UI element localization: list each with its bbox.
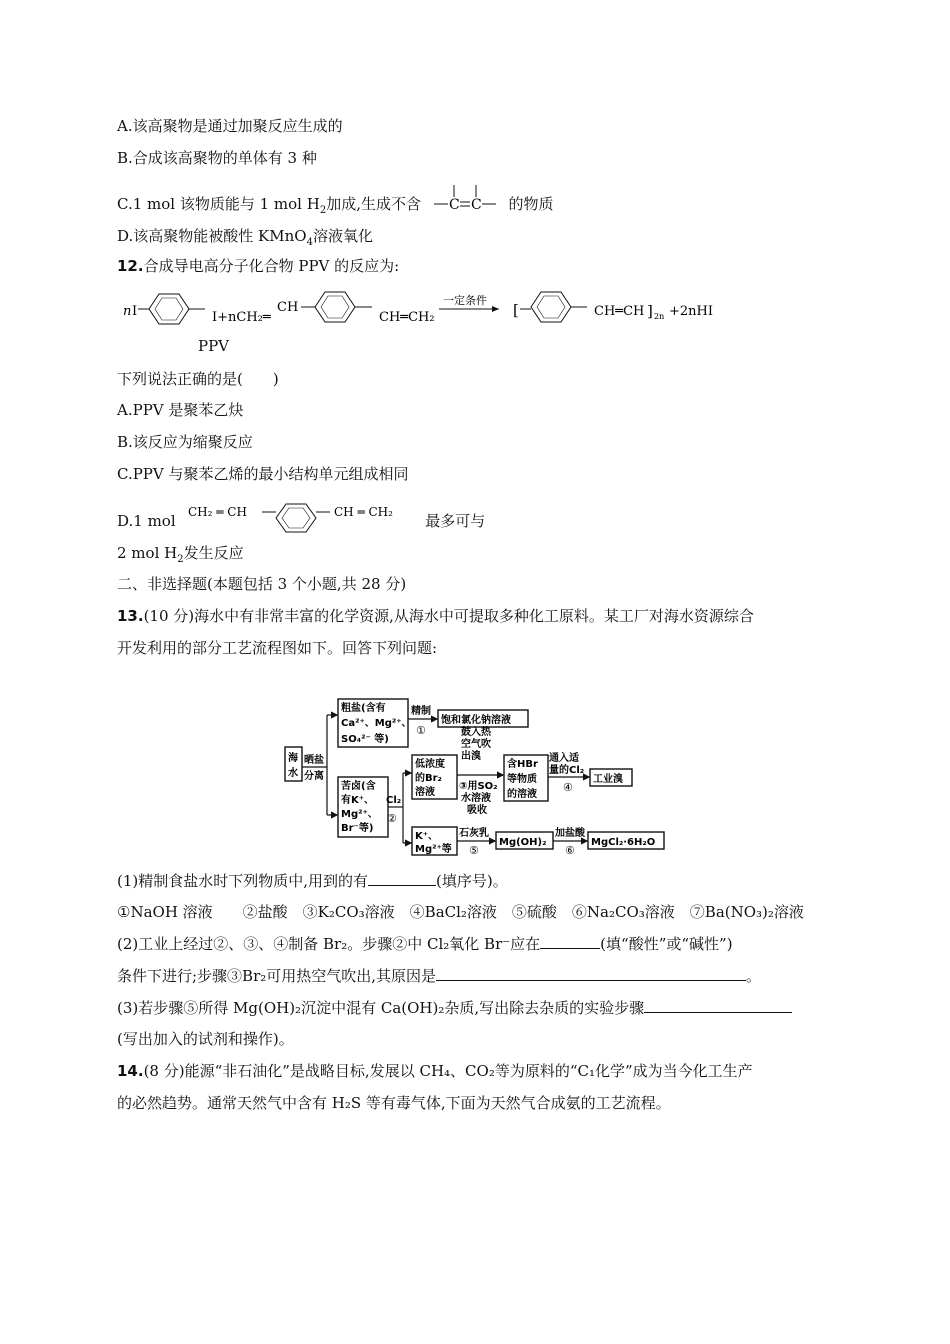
- carbon-double-bond-structure: [430, 183, 500, 223]
- svg-text:苦卤(含: 苦卤(含: [341, 781, 376, 792]
- svg-text:Ca²⁺、Mg²⁺、: Ca²⁺、Mg²⁺、: [341, 718, 412, 729]
- q12-option-b: B.该反应为缩聚反应: [117, 433, 253, 451]
- svg-text:Cl₂: Cl₂: [386, 795, 402, 806]
- svg-text:空气吹: 空气吹: [461, 739, 491, 750]
- svg-text:出溴: 出溴: [461, 751, 481, 762]
- svg-text:等物质: 等物质: [507, 774, 537, 785]
- divinylbenzene-structure: [186, 500, 416, 540]
- svg-text:分离: 分离: [304, 771, 324, 782]
- svg-text:Mg²⁺、: Mg²⁺、: [341, 809, 378, 820]
- q13-part1-options: ①NaOH 溶液 ②盐酸 ③K₂CO₃溶液 ④BaCl₂溶液 ⑤硫酸 ⑥Na₂CO₃溶液 ⑦Ba(NO₃)₂溶液: [117, 903, 804, 921]
- q13-number: 13.: [117, 607, 144, 625]
- svg-text:加盐酸: 加盐酸: [555, 828, 585, 839]
- q12-option-d: D.1 mol CH₂ ═ CH CH ═ CH₂ 最多可与: [117, 511, 485, 531]
- svg-text:①: ①: [416, 724, 426, 737]
- svg-text:通入适: 通入适: [549, 753, 579, 764]
- svg-text:吸收: 吸收: [467, 805, 487, 816]
- q13-part3-line1: (3)若步骤⑤所得 Mg(OH)₂沉淀中混有 Ca(OH)₂杂质,写出除去杂质的实验步骤: [117, 998, 792, 1018]
- svg-text:MgCl₂·6H₂O: MgCl₂·6H₂O: [591, 837, 656, 848]
- q13-part2-blank2[interactable]: [436, 966, 746, 981]
- eq-n: n: [123, 304, 132, 319]
- svg-text:饱和氯化钠溶液: 饱和氯化钠溶液: [441, 715, 511, 726]
- q12-option-d-cont: 2 mol $H_2$发生反应: [117, 544, 244, 565]
- svg-text:溶液: 溶液: [415, 787, 435, 798]
- svg-text:③用SO₂: ③用SO₂: [459, 781, 498, 792]
- eq-byproduct: +2nHI: [669, 304, 714, 319]
- svg-text:海: 海: [288, 753, 298, 764]
- q13-part1-blank[interactable]: [368, 871, 436, 886]
- svg-text:精制: 精制: [411, 706, 431, 717]
- eq-bracket-left: [: [513, 301, 519, 319]
- svg-text:量的Cl₂: 量的Cl₂: [549, 765, 585, 776]
- svg-text:Mg(OH)₂: Mg(OH)₂: [499, 837, 547, 848]
- q11-option-d: D.该高聚物能被酸性 KMnO$_4$溶液氧化: [117, 227, 373, 248]
- svg-text:水溶液: 水溶液: [461, 793, 491, 804]
- q13-part3-line2: (写出加入的试剂和操作)。: [117, 1030, 294, 1048]
- q14-line2: 的必然趋势。通常天然气中含有 H₂S 等有毒气体,下面为天然气合成氨的工艺流程。: [117, 1094, 671, 1112]
- section-2-title: 二、非选择题(本题包括 3 个小题,共 28 分): [117, 575, 407, 593]
- svg-text:Mg²⁺等: Mg²⁺等: [415, 844, 452, 855]
- svg-text:低浓度: 低浓度: [415, 759, 445, 770]
- q12-ask: 下列说法正确的是( ): [117, 370, 279, 388]
- svg-text:④: ④: [563, 781, 573, 794]
- svg-text:石灰乳: 石灰乳: [459, 828, 489, 839]
- svg-text:的Br₂: 的Br₂: [415, 773, 442, 784]
- q13-stem-line1: 13.(10 分)海水中有非常丰富的化学资源,从海水中可提取多种化工原料。某工厂对海水资源综合: [117, 607, 754, 625]
- struct-right: CH ═ CH₂: [334, 505, 394, 519]
- svg-text:工业溴: 工业溴: [593, 774, 623, 785]
- eq-i: I: [132, 304, 138, 319]
- svg-text:Br⁻等): Br⁻等): [341, 823, 374, 834]
- q12-option-a: A.PPV 是聚苯乙炔: [117, 401, 244, 419]
- q14-number: 14.: [117, 1062, 144, 1080]
- struct-left: CH₂ ═ CH: [188, 505, 248, 519]
- struct-c-right: C: [470, 197, 482, 213]
- svg-text:的溶液: 的溶液: [507, 789, 537, 800]
- svg-text:粗盐(含有: 粗盐(含有: [341, 703, 386, 714]
- svg-text:鼓入热: 鼓入热: [461, 727, 491, 738]
- svg-text:水: 水: [288, 768, 298, 779]
- q12-option-c: C.PPV 与聚苯乙烯的最小结构单元组成相同: [117, 465, 409, 483]
- q14-line1: 14.(8 分)能源“非石油化”是战略目标,发展以 CH₄、CO₂等为原料的“C₁化学”成为当今化工生产: [117, 1062, 753, 1080]
- svg-text:K⁺、: K⁺、: [415, 831, 439, 842]
- eq-product-sub: 2n: [654, 312, 665, 321]
- q13-part1: (1)精制食盐水时下列物质中,用到的有 (填序号)。: [117, 872, 508, 890]
- q11-option-c: C.1 mol 该物质能与 1 mol $H_2$加成,生成不含 C C 的物质: [117, 194, 554, 214]
- eq-chch2: CH═CH₂: [379, 310, 435, 325]
- eq-condition: 一定条件: [443, 294, 487, 307]
- q13-part2-line2: 条件下进行;步骤③Br₂可用热空气吹出,其原因是 。: [117, 967, 762, 985]
- q11-option-b: B.合成该高聚物的单体有 3 种: [117, 149, 317, 167]
- eq-ch: CH: [277, 300, 299, 315]
- q12-number: 12.: [117, 257, 144, 275]
- eq-plus-nch2: I+nCH₂═: [212, 310, 271, 325]
- q13-part3-blank[interactable]: [644, 998, 792, 1013]
- eq-bracket-right: ]: [647, 302, 653, 320]
- q13-part2-line1: (2)工业上经过②、③、④制备 Br₂。步骤②中 Cl₂氧化 Br⁻应在 (填“酸性”或“碱性”): [117, 935, 733, 953]
- svg-text:②: ②: [387, 812, 397, 825]
- eq-product: CH═CH: [594, 304, 645, 319]
- seawater-process-flowchart: [283, 697, 668, 857]
- ppv-label: PPV: [198, 337, 230, 355]
- q12-stem: 12.合成导电高分子化合物 PPV 的反应为:: [117, 257, 400, 275]
- svg-text:晒盐: 晒盐: [304, 755, 324, 766]
- svg-text:有K⁺、: 有K⁺、: [341, 795, 375, 806]
- svg-text:⑤: ⑤: [469, 844, 479, 857]
- q11-option-a: A.该高聚物是通过加聚反应生成的: [117, 117, 343, 135]
- q13-stem-line2: 开发利用的部分工艺流程图如下。回答下列问题:: [117, 639, 438, 657]
- svg-text:⑥: ⑥: [565, 844, 575, 857]
- svg-text:含HBr: 含HBr: [507, 759, 538, 770]
- svg-text:SO₄²⁻ 等): SO₄²⁻ 等): [341, 734, 389, 745]
- struct-c-left: C: [448, 197, 460, 213]
- q13-part2-blank1[interactable]: [540, 934, 600, 949]
